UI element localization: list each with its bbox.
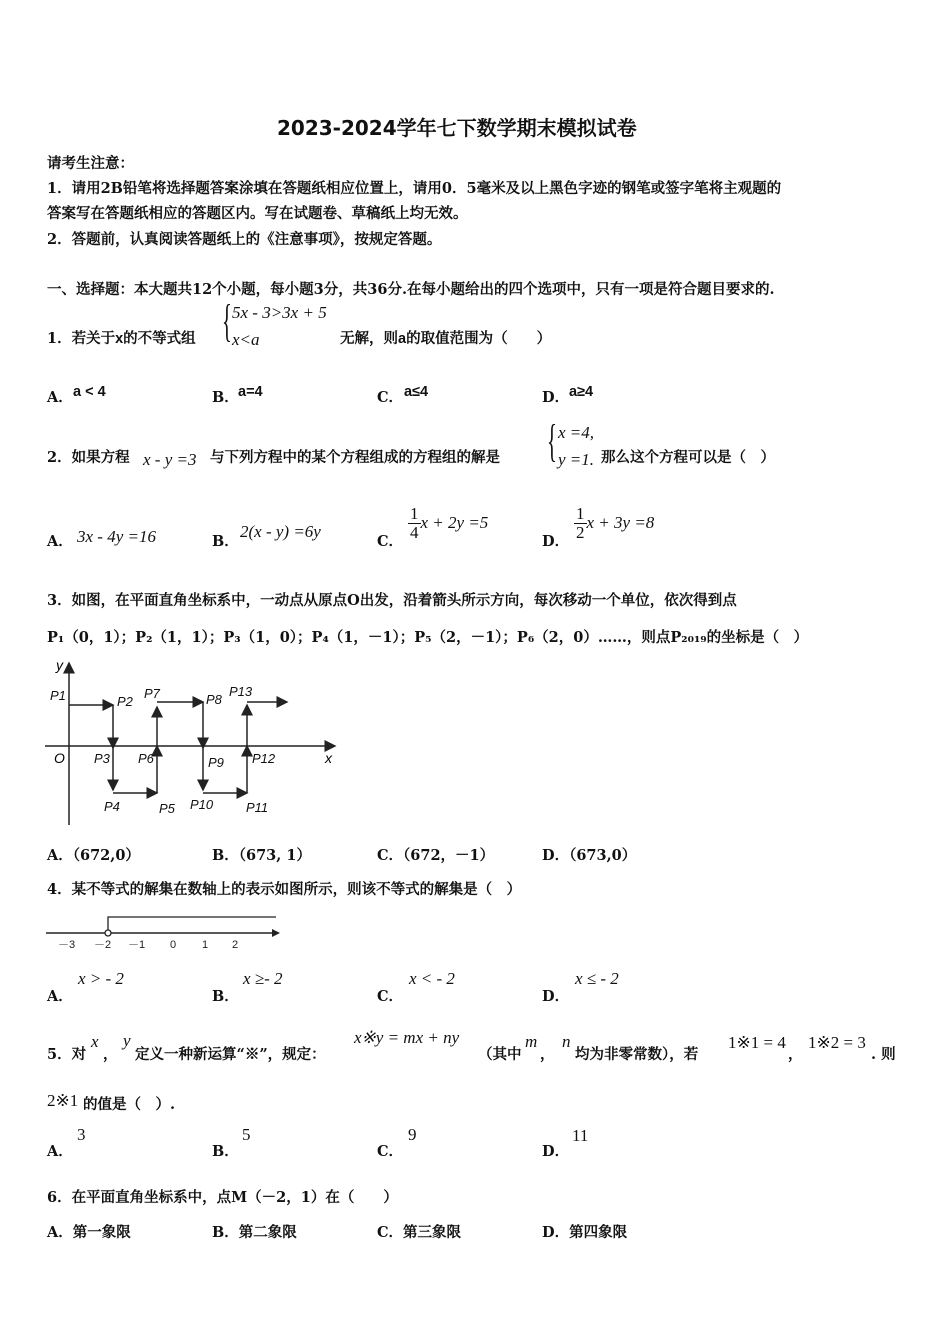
q5-definition: x※y = mx + ny (354, 1028, 460, 1047)
q2-option-d (574, 505, 654, 542)
q3-label-p6: P6 (138, 751, 154, 766)
q1-suffix-text: 无解，则 (340, 330, 398, 347)
q2-suffix: 那么这个方程可以是（ ） (601, 449, 775, 466)
q5-mid2: （其中 (478, 1046, 522, 1063)
q5-prefix: 5．对 (47, 1046, 87, 1063)
q4-axis-arrow (272, 929, 280, 937)
q4-option-d-label: D． (542, 988, 570, 1005)
q1-suffix2: 的取值范围为（ ） (406, 330, 552, 347)
q2-option-b: 2(x - y) =6y (240, 522, 321, 541)
q5-line2-expr: 2※1 (47, 1091, 79, 1110)
q3-label-p12: P12 (252, 751, 276, 766)
q2-option-c-rest: x + 2y =5 (420, 512, 489, 532)
q2-option-b-label: B． (212, 533, 239, 550)
q1-prefix: 1．若关于 (47, 330, 116, 347)
q1-option-d: a≥4 (569, 384, 594, 400)
q2-option-d-label: D． (542, 533, 570, 550)
q6-option-d: D．第四象限 (542, 1224, 628, 1241)
q1-var-x: x (115, 331, 124, 347)
q5-line2-text: 的值是（ ）. (83, 1096, 176, 1113)
q4-number-line (44, 910, 284, 954)
q3-label-p1: P1 (50, 688, 66, 703)
q2-prefix: 2．如果方程 (47, 449, 130, 466)
q4-option-d: x ≤ - 2 (575, 969, 619, 988)
q2-option-d-num: 1 (576, 504, 585, 523)
notice-heading: 请考生注意： (47, 155, 134, 172)
notice-line-2: 2．答题前，认真阅读答题纸上的《注意事项》，按规定答题。 (47, 231, 442, 248)
q3-option-c: C．（672，－1） (377, 847, 495, 864)
q3-label-p11: P11 (246, 800, 269, 815)
q2-option-a-label: A． (47, 533, 73, 550)
q3-line-1: 3．如图，在平面直角坐标系中，一动点从原点O出发，沿着箭头所示方向，每次移动一个单位，依次得到点 (47, 592, 737, 609)
q1-option-b: a=4 (238, 384, 263, 400)
q1-brace: { (222, 295, 232, 346)
q4-open-point (105, 930, 111, 936)
q5-option-c-label: C． (377, 1143, 404, 1160)
q1-var-a: a (398, 331, 407, 347)
q5-option-a: 3 (77, 1125, 86, 1144)
q5-comma-3: ， (788, 1046, 803, 1063)
q1-suffix (340, 327, 551, 348)
q4-tick-2: 2 (232, 939, 239, 951)
q3-option-a: A．（672,0） (47, 847, 140, 864)
q5-var-x: x (91, 1032, 99, 1051)
q2-brace: { (547, 415, 557, 466)
q2-option-d-den: 2 (576, 522, 585, 542)
q2-option-d-fraction (574, 505, 587, 542)
q3-axis-x-label: x (325, 750, 332, 766)
q5-option-b-label: B． (212, 1143, 239, 1160)
q5-var-m: m (525, 1032, 538, 1051)
q2-option-c-num: 1 (410, 504, 419, 523)
q3-label-p3: P3 (94, 751, 110, 766)
q4-tick-0: 0 (170, 939, 177, 951)
q3-label-p2: P2 (117, 694, 133, 709)
q2-option-c-fraction (408, 505, 421, 542)
q1-option-b-label: B． (212, 389, 239, 406)
q4-option-b-label: B． (212, 988, 239, 1005)
q5-mid: 定义一种新运算“※”，规定： (135, 1046, 326, 1063)
q2-option-c-label: C． (377, 533, 404, 550)
q4-tick-minus1: －1 (128, 939, 146, 951)
q4-tick-minus2: －2 (94, 939, 112, 951)
notice-line-1b: 答案写在答题纸相应的答题区内。写在试题卷、草稿纸上均无效。 (47, 205, 468, 222)
q2-option-d-rest: x + 3y =8 (586, 512, 655, 532)
q1-option-c-label: C． (377, 389, 404, 406)
q3-origin-label: O (54, 750, 65, 766)
q5-condition-2: 1※2 = 3 (808, 1033, 866, 1052)
page-title: 2023-2024学年七下数学期末模拟试卷 (277, 116, 637, 140)
q4-tick-minus3: －3 (58, 939, 76, 951)
q6-option-a: A．第一象限 (47, 1224, 131, 1241)
q4-option-c-label: C． (377, 988, 404, 1005)
q5-comma-2: ， (540, 1046, 555, 1063)
q4-tick-1: 1 (202, 939, 209, 951)
q3-label-p7: P7 (144, 686, 160, 701)
q3-label-p5: P5 (159, 801, 175, 816)
q5-condition-1: 1※1 = 4 (728, 1033, 786, 1052)
q5-option-a-label: A． (47, 1143, 73, 1160)
q2-sol-y: y =1. (558, 450, 595, 469)
q3-line-2: P₁（0，1）；P₂（1，1）；P₃（1，0）；P₄（1，－1）；P₅（2，－1）；P₆（2，0）……，则点P₂₀₁₉的坐标是（ ） (47, 629, 809, 646)
q5-option-d-label: D． (542, 1143, 570, 1160)
q5-comma-1: ， (103, 1046, 118, 1063)
q1-eq2: x<a (232, 330, 260, 349)
q6-stem: 6．在平面直角坐标系中，点M（－2，1）在（ ） (47, 1189, 398, 1206)
q4-stem: 4．某不等式的解集在数轴上的表示如图所示，则该不等式的解集是（ ） (47, 881, 522, 898)
q3-label-p8: P8 (206, 692, 222, 707)
q2-eq: x - y =3 (143, 450, 197, 469)
q2-sol-x: x =4, (558, 423, 595, 442)
q3-option-b: B．（673, 1） (212, 847, 311, 864)
q3-figure (40, 655, 350, 835)
q1-eq1: 5x - 3>3x + 5 (232, 303, 327, 322)
section-heading: 一、选择题：本大题共12个小题，每小题3分，共36分.在每小题给出的四个选项中，只有一项是符合题目要求的. (47, 281, 775, 298)
q6-option-c: C．第三象限 (377, 1224, 462, 1241)
q1-option-c: a≤4 (404, 384, 429, 400)
q3-label-p4: P4 (104, 799, 120, 814)
q1-option-a-label: A． (47, 389, 73, 406)
q3-label-p13: P13 (229, 684, 253, 699)
q5-var-n: n (562, 1032, 571, 1051)
q4-solution-ray (108, 917, 276, 933)
q1-option-d-label: D． (542, 389, 570, 406)
q2-mid: 与下列方程中的某个方程组成的方程组的解是 (210, 449, 500, 466)
q4-option-a-label: A． (47, 988, 73, 1005)
q4-option-b: x ≥- 2 (243, 969, 283, 988)
q3-label-p9: P9 (208, 755, 224, 770)
q5-option-d: 11 (572, 1126, 589, 1145)
q3-axis-y-label: y (56, 657, 63, 673)
q3-option-d: D．（673,0） (542, 847, 637, 864)
q2-option-a: 3x - 4y =16 (77, 527, 156, 546)
q3-label-p10: P10 (190, 797, 214, 812)
q1-option-a: a < 4 (73, 384, 106, 400)
q5-option-b: 5 (242, 1125, 251, 1144)
q6-option-b: B．第二象限 (212, 1224, 297, 1241)
q1-stem (47, 327, 196, 348)
notice-line-1a: 1．请用2B铅笔将选择题答案涂填在答题纸相应位置上，请用0．5毫米及以上黑色字迹的钢笔或签字笔将主观题的 (47, 180, 782, 197)
q5-end: . 则 (871, 1046, 896, 1063)
q2-option-c-den: 4 (410, 522, 419, 542)
q5-mid3: 均为非零常数），若 (575, 1046, 699, 1063)
q4-option-a: x > - 2 (78, 969, 124, 988)
q2-option-c (408, 505, 488, 542)
q5-option-c: 9 (408, 1125, 417, 1144)
q5-var-y: y (123, 1031, 131, 1050)
q4-option-c: x < - 2 (409, 969, 455, 988)
q1-mid: 的不等式组 (123, 330, 196, 347)
